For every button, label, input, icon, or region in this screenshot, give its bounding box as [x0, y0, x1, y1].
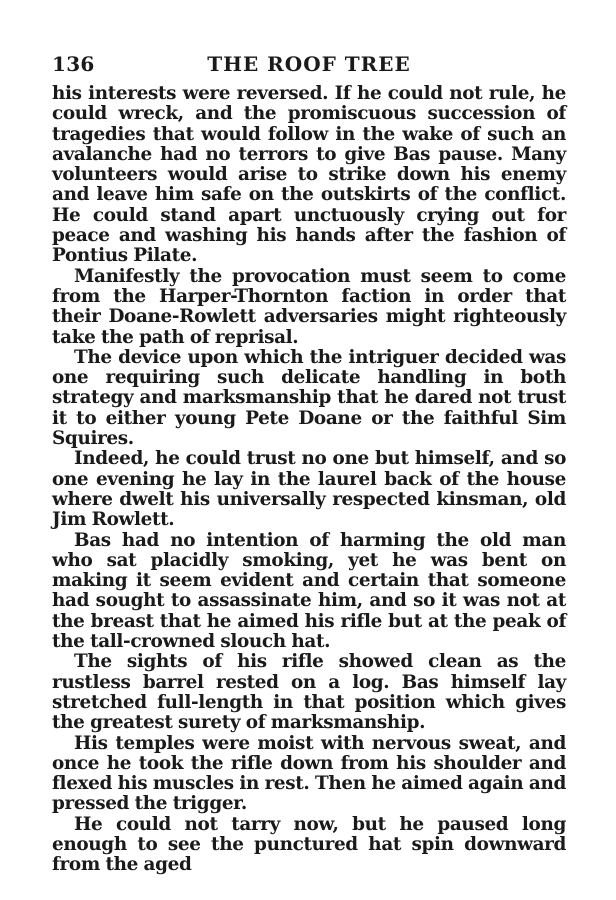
running-head: THE ROOF TREE: [207, 52, 411, 76]
paragraph: Manifestly the provocation must seem to come from the Harper-Thornton faction in order that their Doane-Rowlett adversaries might righteously take the path of reprisal.: [52, 265, 566, 348]
paragraph: The sights of his rifle showed clean as the rustless barrel rested on a log. Bas himself lay stretched full-length in that position which gives the greatest surety of marksmanship.: [52, 651, 566, 734]
paragraph: He could not tarry now, but he paused long enough to see the punctured hat spin downward from the aged: [52, 813, 566, 876]
paragraph: Indeed, he could trust no one but himself, and so one evening he lay in the laurel back of the house where dwelt his universally respected kinsman, old Jim Rowlett.: [52, 448, 566, 531]
body-text: [52, 84, 566, 876]
paragraph: his interests were reversed. If he could not rule, he could wreck, and the promiscuous succession of tragedies that would follow in the wake of such an avalanche had no terrors to give Bas pause. Many volunteers would arise to strike down his enemy and leave him safe on the outskirts of the conflict. He could stand apart unctuously crying out for peace and washing his hands after the fashion of Pontius Pilate.: [52, 83, 566, 267]
paragraph: His temples were moist with nervous sweat, and once he took the rifle down from his shoulder and flexed his muscles in rest. Then he aimed again and pressed the trigger.: [52, 732, 566, 815]
paragraph: Bas had no intention of harming the old man who sat placidly smoking, yet he was bent on making it seem evident and certain that someone had sought to assassinate him, and so it was not at the breast that he aimed his rifle but at the peak of the tall-crowned slouch hat.: [52, 529, 566, 653]
page-header: [52, 50, 566, 84]
page-number: 136: [52, 52, 95, 76]
paragraph: The device upon which the intriguer decided was one requiring such delicate handling in both strategy and marksmanship that he dared not trust it to either young Pete Doane or the faithful Sim Squires.: [52, 346, 566, 450]
book-page: [52, 50, 566, 876]
